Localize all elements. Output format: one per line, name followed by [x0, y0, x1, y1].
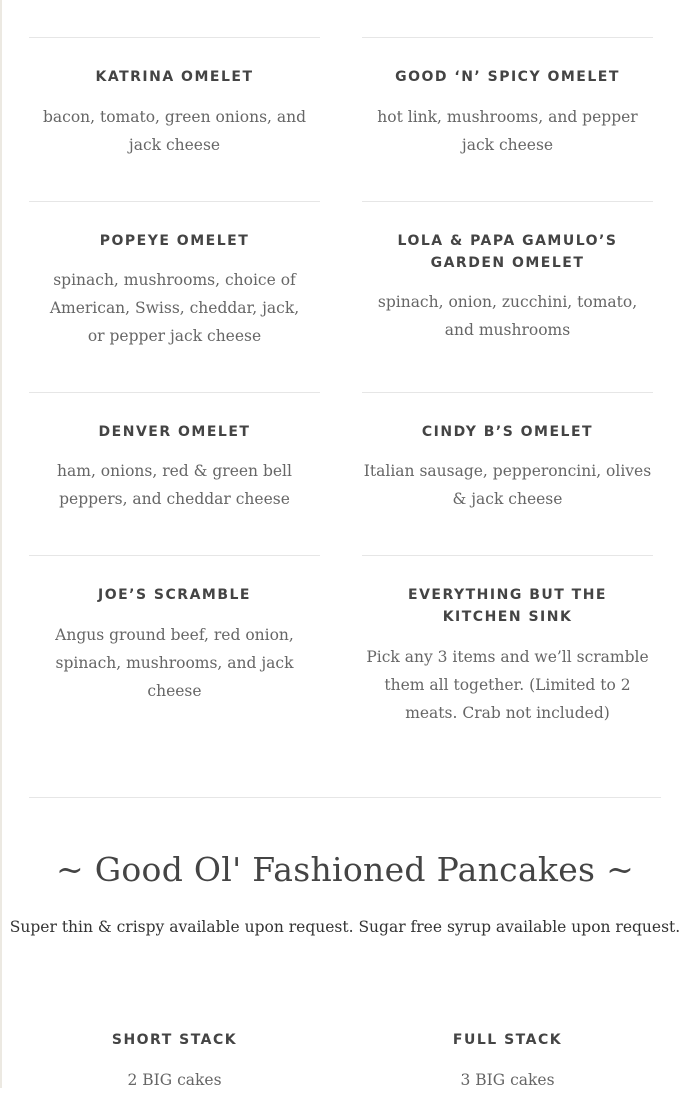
divider: [362, 555, 653, 556]
divider: [29, 201, 320, 202]
menu-item-description: bacon, tomato, green onions, and jack cheese: [42, 108, 307, 154]
menu-item-description: Italian sausage, pepperoncini, olives & jack cheese: [363, 462, 652, 508]
menu-item-description: Pick any 3 items and we’ll scramble them all together. (Limited to 2 meats. Crab not included): [366, 648, 649, 722]
menu-item-title: EVERYTHING BUT THE KITCHEN SINK: [408, 587, 607, 625]
divider: [29, 37, 320, 38]
divider: [29, 392, 320, 393]
menu-item-title: LOLA & PAPA GAMULO’S GARDEN OMELET: [397, 233, 618, 271]
divider: [362, 392, 653, 393]
menu-item-title: GOOD ‘N’ SPICY OMELET: [395, 69, 620, 85]
divider: [29, 555, 320, 556]
menu-item-title: JOE’S SCRAMBLE: [97, 587, 251, 603]
section-heading: ~ Good Ol' Fashioned Pancakes ~: [55, 850, 635, 889]
menu-item-title: KATRINA OMELET: [95, 69, 254, 85]
section-note: Super thin & crispy available upon request. Sugar free syrup available upon request.: [9, 918, 681, 936]
section-divider: [29, 797, 661, 798]
divider: [362, 37, 653, 38]
menu-item-description: hot link, mushrooms, and pepper jack cheese: [377, 108, 638, 154]
menu-item-description: spinach, onion, zucchini, tomato, and mushrooms: [377, 293, 638, 339]
menu-item-title: CINDY B’S OMELET: [421, 424, 594, 440]
divider: [362, 201, 653, 202]
menu-item-title: FULL STACK: [452, 1032, 563, 1048]
menu-item-description: Angus ground beef, red onion, spinach, mushrooms, and jack cheese: [55, 626, 294, 700]
menu-item-description: spinach, mushrooms, choice of American, Swiss, cheddar, jack, or pepper jack cheese: [49, 271, 300, 345]
menu-item-title: SHORT STACK: [111, 1032, 238, 1048]
menu-item-description: ham, onions, red & green bell peppers, and cheddar cheese: [57, 462, 292, 508]
menu-item-title: DENVER OMELET: [98, 424, 251, 440]
menu-item-title: POPEYE OMELET: [99, 233, 250, 249]
menu-item-description: 3 BIG cakes: [460, 1071, 555, 1089]
menu-item-description: 2 BIG cakes: [127, 1071, 222, 1089]
